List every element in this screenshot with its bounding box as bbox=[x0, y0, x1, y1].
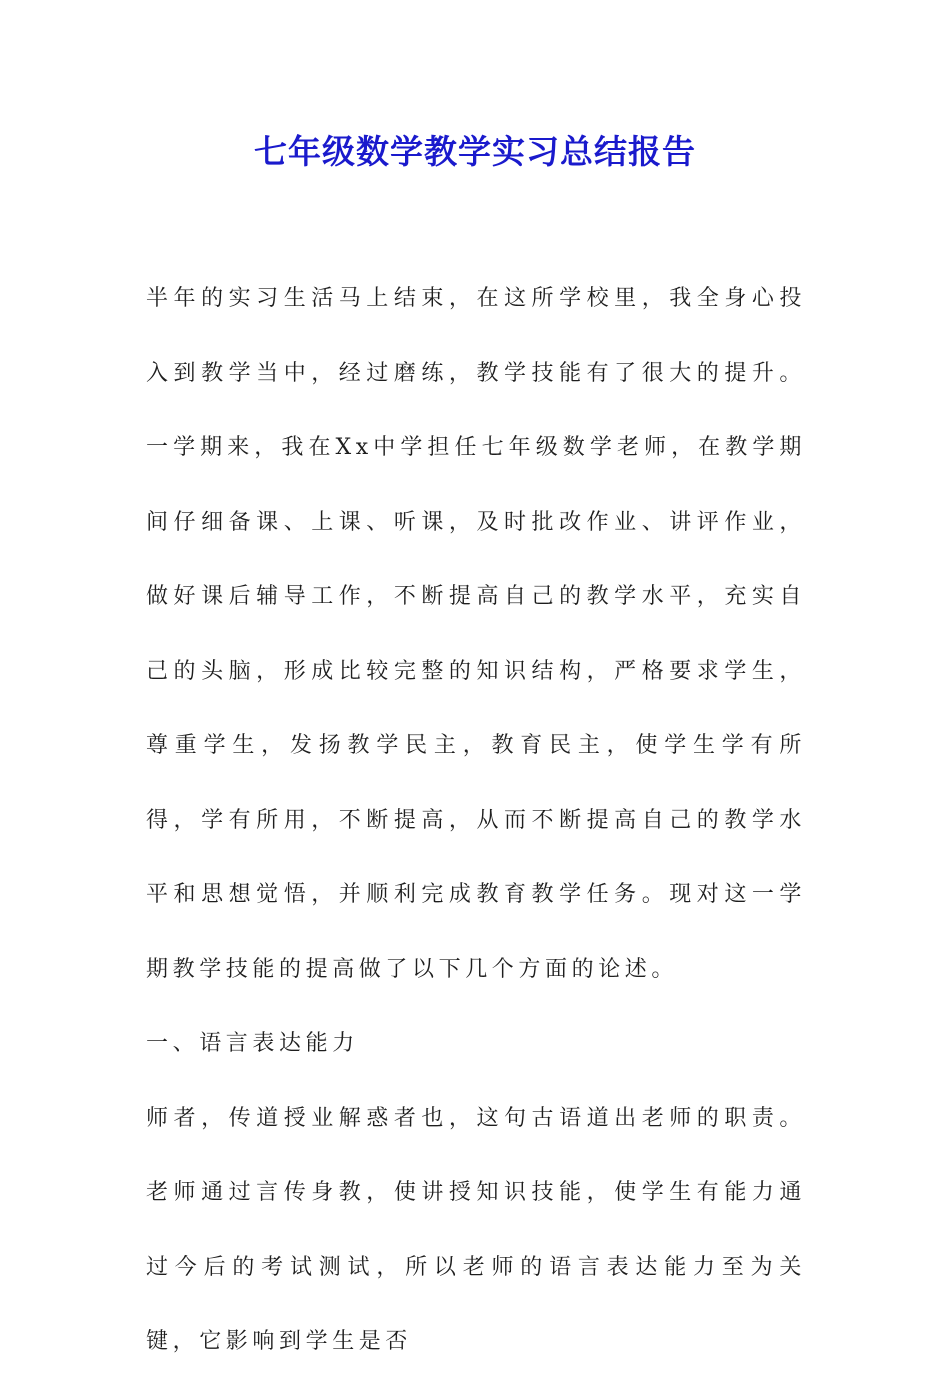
body-paragraph-intro: 半年的实习生活马上结束，在这所学校里，我全身心投入到教学当中，经过磨练，教学技能有了很大的提升。一学期来，我在Xx中学担任七年级数学老师，在教学期间仔细备课、上课、听课，及时批改作业、讲评作业，做好课后辅导工作，不断提高自己的教学水平，充实自己的头脑，形成比较完整的知识结构，严格要求学生，尊重学生，发扬教学民主，教育民主，使学生学有所得，学有所用，不断提高，从而不断提高自己的教学水平和思想觉悟，并顺利完成教育教学任务。现对这一学期教学技能的提高做了以下几个方面的论述。 bbox=[146, 286, 806, 982]
document-title: 七年级数学教学实习总结报告 bbox=[254, 132, 696, 171]
document-body bbox=[146, 262, 806, 1380]
section-heading-language-expression: 一、语言表达能力 bbox=[146, 1031, 359, 1056]
body-paragraph-language-expression: 师者，传道授业解惑者也，这句古语道出老师的职责。老师通过言传身教，使讲授知识技能，使学生有能力通过今后的考试测试，所以老师的语言表达能力至为关键，它影响到学生是否 bbox=[146, 1105, 806, 1354]
